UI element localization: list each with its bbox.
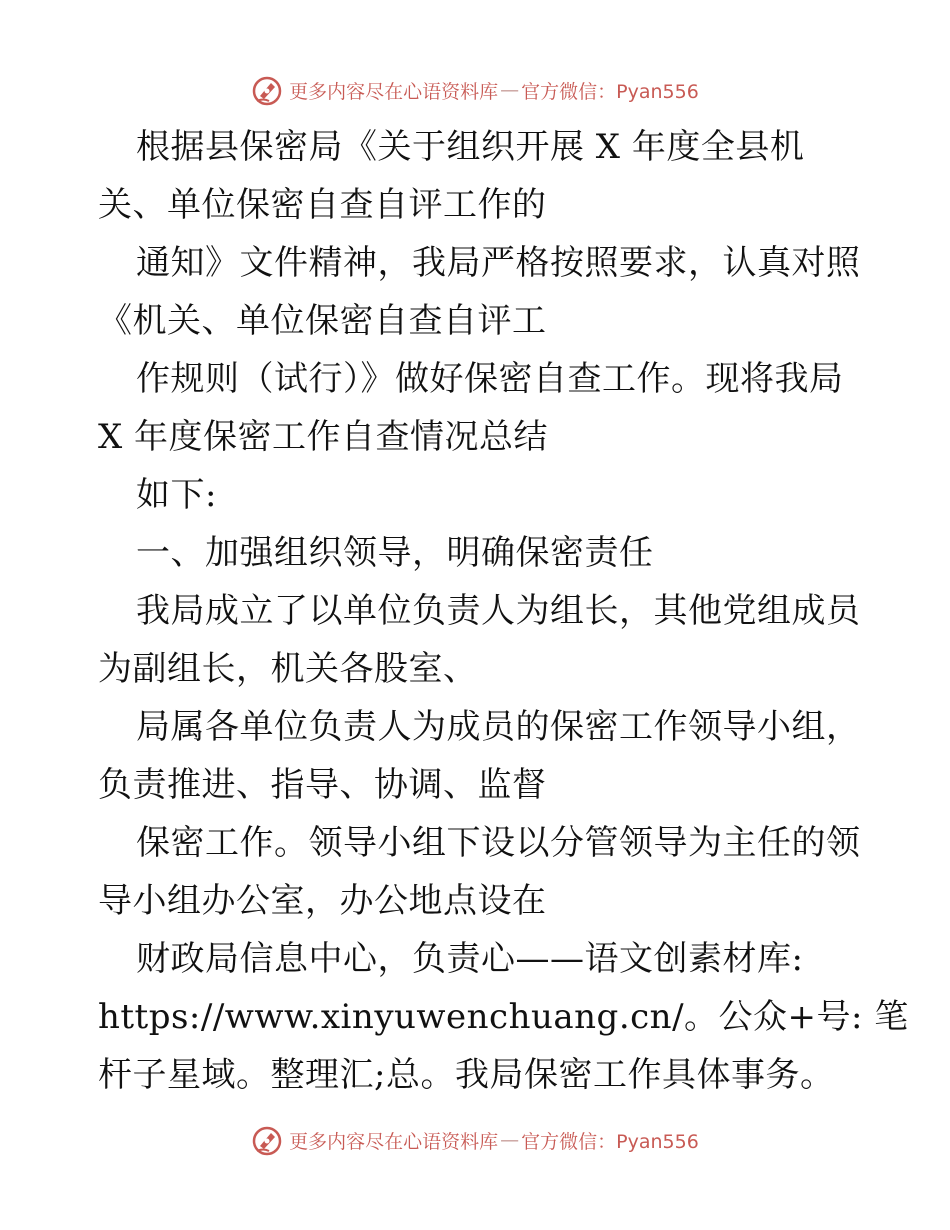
watermark-text: 更多内容尽在心语资料库 [289,80,499,103]
paragraph-line: 我局成立了以单位负责人为组长，其他党组成员 [136,591,861,631]
paragraph-line: 作规则（试行）》做好保密自查工作。现将我局 [136,359,844,399]
paragraph-line: 关、单位保密自查自评工作的 [98,185,547,225]
document-body [98,118,909,1104]
pen-nib-circle-icon [251,74,283,106]
paragraph-line: X 年度保密工作自查情况总结 [98,417,549,457]
paragraph-line: 局属各单位负责人为成员的保密工作领导小组， [136,707,861,747]
watermark-contact: 官方微信：Pyan556 [521,1130,699,1153]
paragraph-line: 为副组长，机关各股室、 [98,649,478,689]
footer-watermark [0,1120,950,1160]
paragraph-line: https://www.xinyuwenchuang.cn/。公众+号: 笔 [98,997,909,1037]
paragraph-line: 《机关、单位保密自查自评工 [98,301,547,341]
watermark-separator: — [500,1129,520,1151]
pen-nib-circle-icon [251,1124,283,1156]
paragraph-line: 杆子星域。整理汇;总。我局保密工作具体事务。 [98,1055,835,1095]
paragraph-line: 财政局信息中心，负责心——语文创素材库: [136,939,804,979]
paragraph-line: 如下: [136,475,217,515]
paragraph-line: 导小组办公室，办公地点设在 [98,881,547,921]
paragraph-line: 根据县保密局《关于组织开展 X 年度全县机 [136,127,805,167]
section-heading: 一、加强组织领导，明确保密责任 [136,533,654,573]
paragraph-line: 负责推进、指导、协调、监督 [98,765,547,805]
header-watermark [0,70,950,110]
watermark-text: 更多内容尽在心语资料库 [289,1130,499,1153]
paragraph-line: 保密工作。领导小组下设以分管领导为主任的领 [136,823,861,863]
paragraph-line: 通知》文件精神，我局严格按照要求，认真对照 [136,243,861,283]
watermark-contact: 官方微信：Pyan556 [521,80,699,103]
watermark-separator: — [500,79,520,101]
